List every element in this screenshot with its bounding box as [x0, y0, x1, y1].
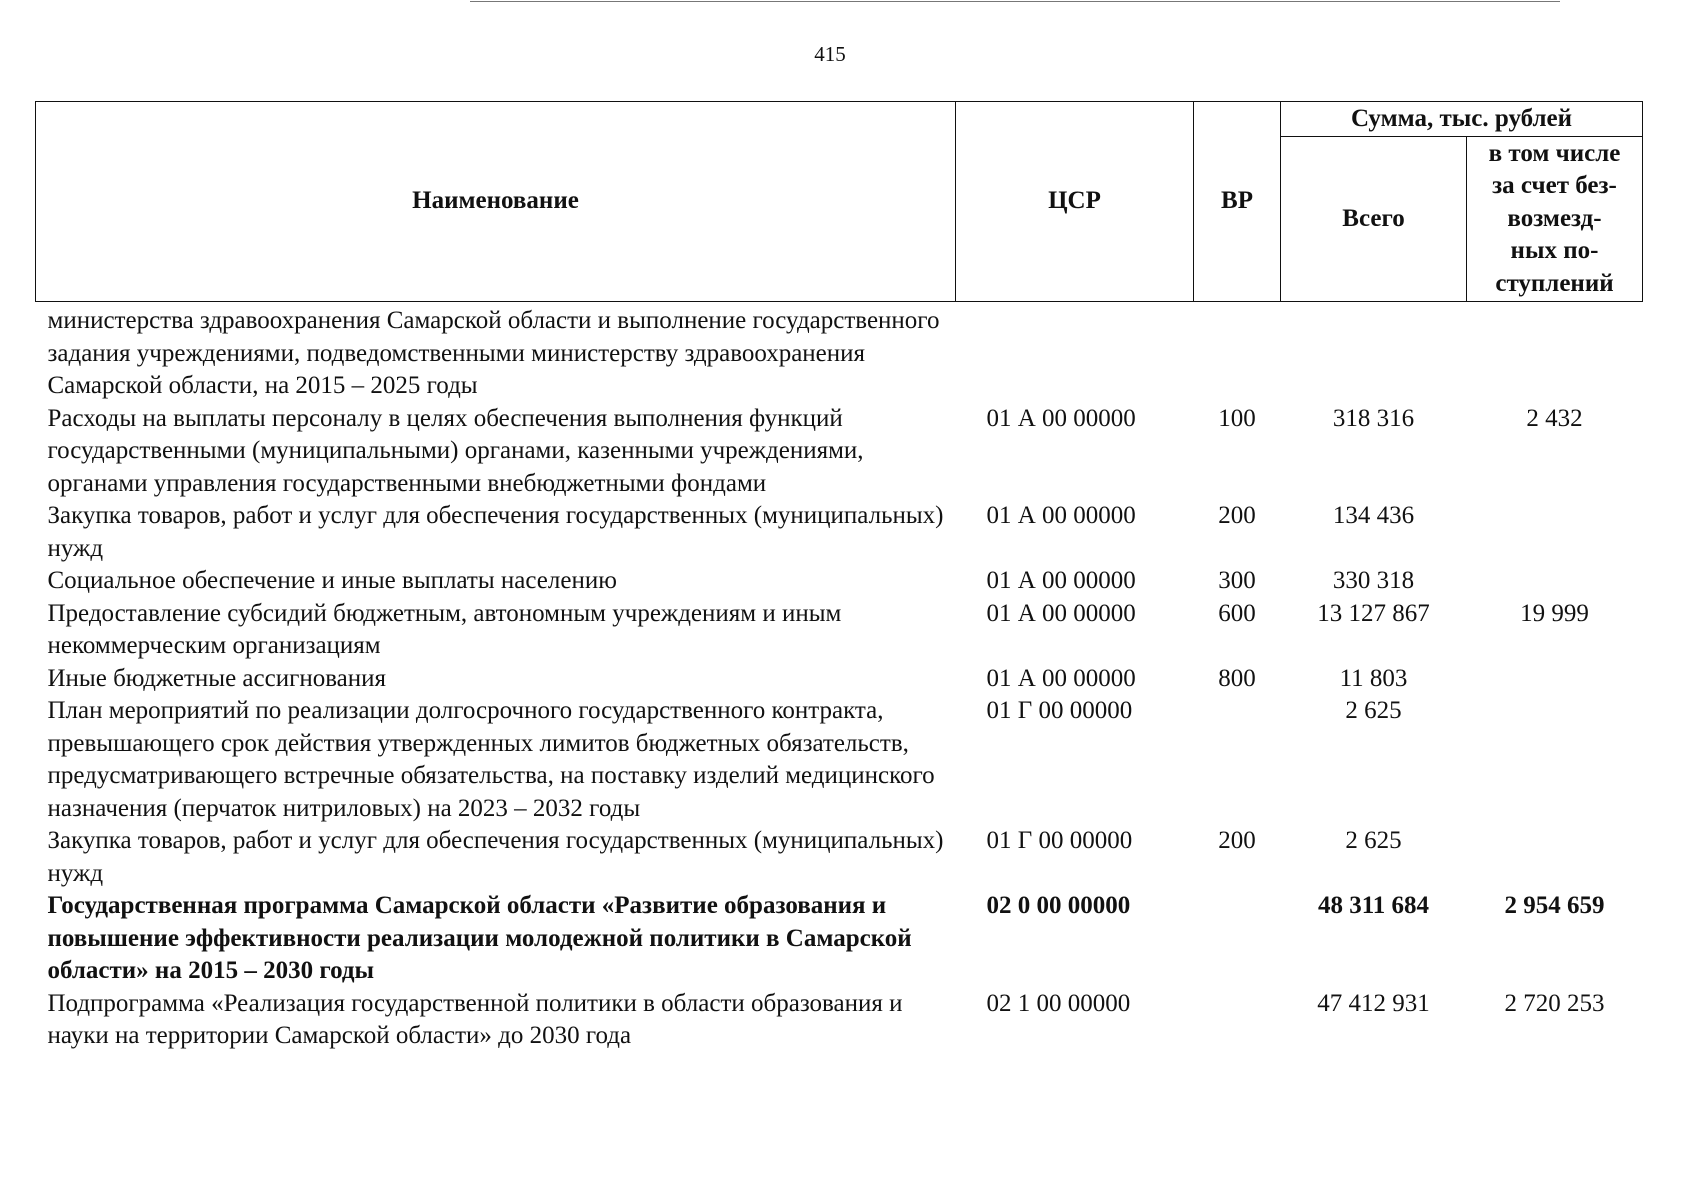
row-vr: 600	[1218, 599, 1256, 627]
row-free-of-charge	[1467, 825, 1643, 890]
header-total: Всего	[1281, 137, 1467, 302]
row-name: Подпрограмма «Реализация государственной политики в области образования и науки на территории Самарской области» до 2030 года	[47, 989, 903, 1049]
row-vr: 100	[1218, 404, 1256, 432]
row-name: Государственная программа Самарской области «Развитие образования и повышение эффективности реализации молодежной политики в Самарской области» на 2015 – 2030 годы	[47, 892, 912, 984]
row-csr: 01 А 00 00000	[986, 404, 1136, 432]
row-total: 11 803	[1339, 664, 1408, 692]
row-total: 13 127 867	[1317, 599, 1430, 627]
header-free-line: ступлений	[1495, 269, 1614, 297]
row-name: Предоставление субсидий бюджетным, автономным учреждениям и иным некоммерческим организациям	[47, 599, 842, 659]
row-name: министерства здравоохранения Самарской области и выполнение государственного задания учреждениями, подведомственными министерству здравоохранения Самарской области, на 2015 – 2025 годы	[47, 307, 940, 399]
row-vr: 200	[1218, 827, 1256, 854]
row-name: План мероприятий по реализации долгосрочного государственного контракта, превышающего срок действия утвержденных лимитов бюджетных обязательств, предусматривающего встречные обязательства, на поставку изделий медицинского назначения (перчаток нитриловых) на 2023 – 2032 годы	[47, 697, 935, 822]
table-row	[36, 988, 1643, 1053]
header-free-of-charge	[1467, 137, 1643, 302]
row-free-of-charge	[1467, 302, 1643, 403]
row-name: Социальное обеспечение и иные выплаты населению	[47, 567, 617, 594]
row-csr: 01 Г 00 00000	[986, 697, 1133, 724]
table-row	[36, 890, 1643, 988]
budget-table	[35, 101, 1643, 1053]
row-vr: 200	[1218, 502, 1256, 529]
header-free-line: в том числе	[1488, 139, 1621, 167]
top-scan-rule	[470, 1, 1560, 2]
row-free-of-charge	[1467, 695, 1643, 825]
row-name: Расходы на выплаты персоналу в целях обеспечения выполнения функций государственными (муниципальными) органами, казенными учреждениями, органами управления государственными внебюджетными фондами	[47, 404, 864, 497]
page-number: 415	[814, 42, 846, 66]
header-csr: ЦСР	[956, 102, 1194, 302]
row-free-of-charge: 2 954 659	[1504, 892, 1605, 919]
row-total: 318 316	[1332, 404, 1415, 432]
row-vr: 300	[1218, 567, 1256, 594]
row-vr	[1194, 890, 1281, 988]
row-free-of-charge	[1467, 565, 1643, 598]
header-vr: ВР	[1194, 102, 1281, 302]
row-total: 2 625	[1345, 697, 1402, 724]
table-row	[36, 302, 1643, 403]
header-free-line: за счет без-	[1492, 172, 1617, 200]
row-csr: 01 А 00 00000	[986, 599, 1136, 627]
header-sum: Сумма, тыс. рублей	[1281, 102, 1643, 137]
row-total	[1281, 302, 1467, 403]
row-free-of-charge: 19 999	[1520, 599, 1589, 627]
row-name: Закупка товаров, работ и услуг для обеспечения государственных (муниципальных) нужд	[47, 502, 944, 562]
header-name: Наименование	[36, 102, 956, 302]
row-csr	[956, 302, 1194, 403]
row-vr	[1194, 302, 1281, 403]
row-free-of-charge	[1467, 500, 1643, 565]
header-free-line: возмезд-	[1507, 204, 1602, 232]
table-row	[36, 565, 1643, 598]
table-body	[36, 302, 1643, 1053]
header-free-line: ных по-	[1510, 237, 1599, 265]
row-csr: 02 0 00 00000	[986, 892, 1131, 919]
row-csr: 02 1 00 00000	[986, 989, 1131, 1017]
row-free-of-charge: 2 720 253	[1504, 989, 1605, 1017]
row-csr: 01 Г 00 00000	[986, 827, 1133, 854]
row-vr: 800	[1218, 664, 1256, 692]
table-header	[36, 102, 1643, 302]
row-total: 330 318	[1332, 567, 1415, 594]
row-csr: 01 А 00 00000	[986, 664, 1136, 692]
row-free-of-charge: 2 432	[1526, 404, 1583, 432]
row-csr: 01 А 00 00000	[986, 567, 1136, 594]
table-row	[36, 598, 1643, 663]
table-row	[36, 663, 1643, 696]
table-row	[36, 695, 1643, 825]
row-name: Иные бюджетные ассигнования	[47, 664, 387, 692]
table-row	[36, 500, 1643, 565]
row-total: 2 625	[1345, 827, 1402, 854]
row-total: 134 436	[1332, 502, 1415, 529]
row-total: 47 412 931	[1317, 989, 1430, 1017]
table-row	[36, 403, 1643, 501]
row-vr	[1194, 695, 1281, 825]
row-name: Закупка товаров, работ и услуг для обеспечения государственных (муниципальных) нужд	[47, 827, 944, 887]
row-csr: 01 А 00 00000	[986, 502, 1136, 529]
row-total: 48 311 684	[1317, 892, 1430, 919]
table-row	[36, 825, 1643, 890]
row-vr	[1194, 988, 1281, 1053]
row-free-of-charge	[1467, 663, 1643, 696]
